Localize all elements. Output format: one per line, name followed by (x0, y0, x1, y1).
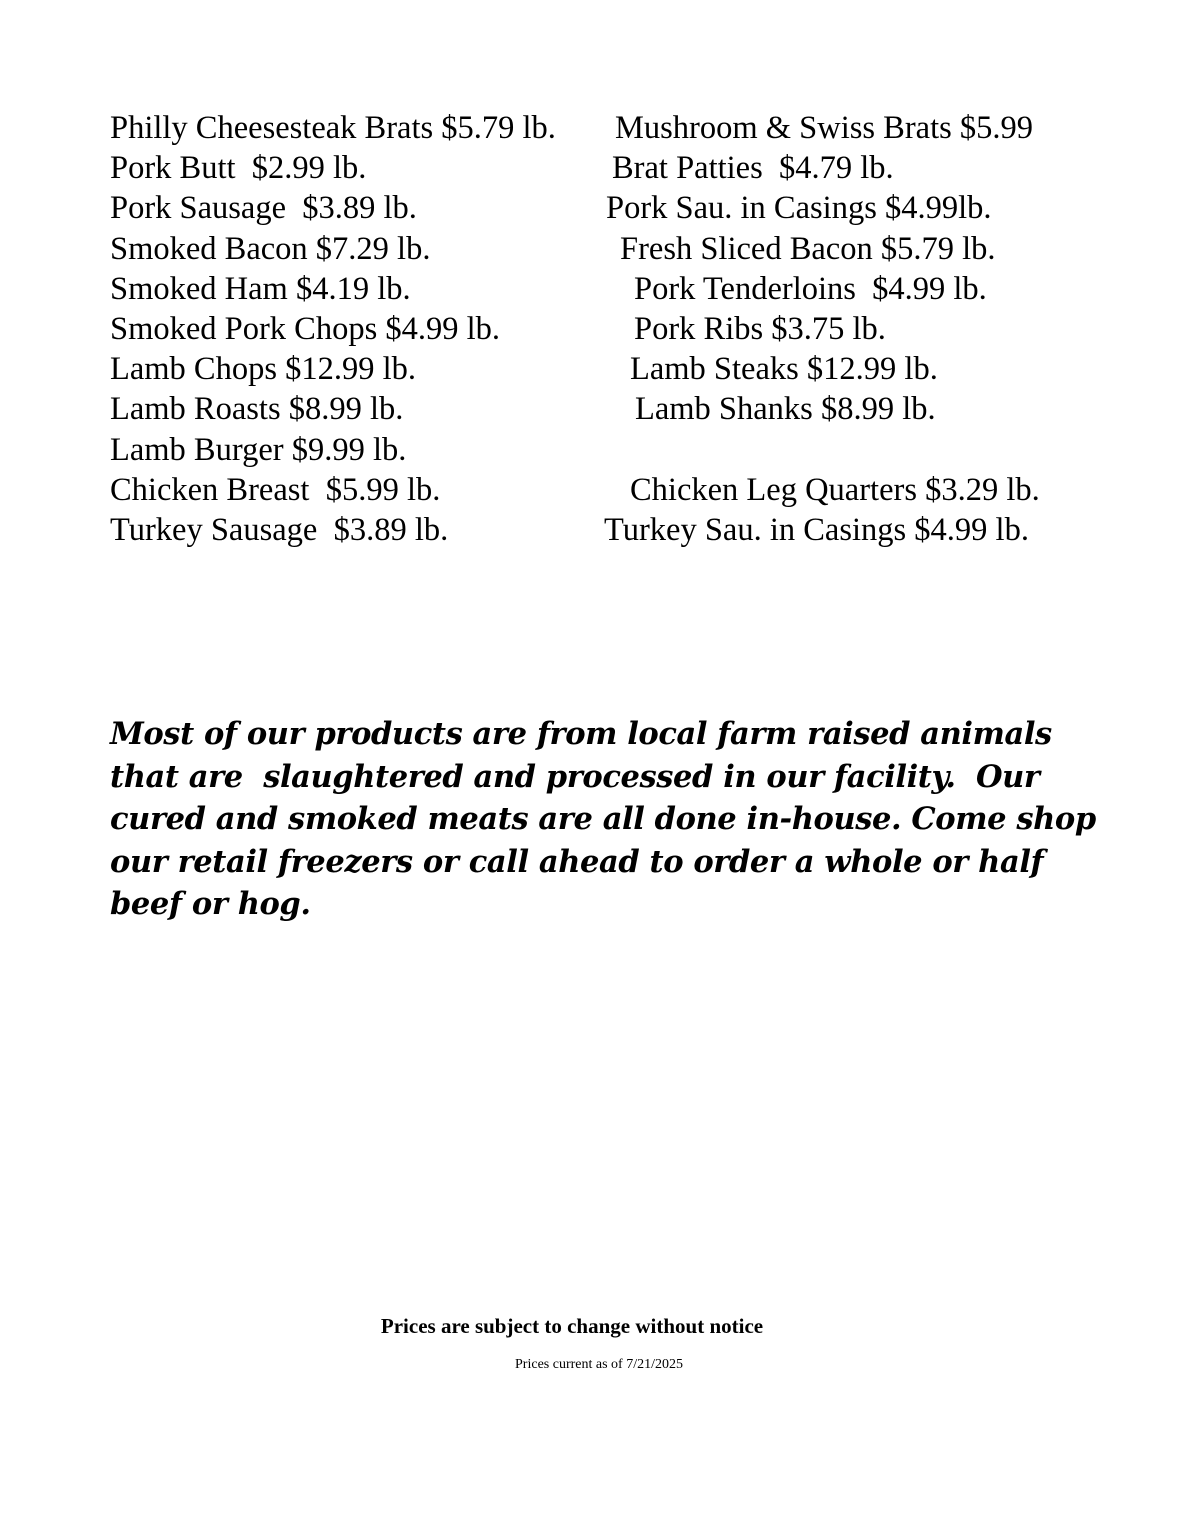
price-item: Pork Tenderloins $4.99 lb. (634, 270, 987, 307)
about-line: our retail freezers or call ahead to order a whole or half (110, 843, 1044, 880)
price-item: Chicken Leg Quarters $3.29 lb. (630, 471, 1040, 508)
price-item: Pork Ribs $3.75 lb. (634, 310, 886, 347)
about-line: cured and smoked meats are all done in-house. Come shop (110, 801, 1096, 837)
about-paragraph (110, 713, 1096, 926)
price-item: Mushroom & Swiss Brats $5.99 (615, 110, 1034, 146)
price-item: Turkey Sausage $3.89 lb. (110, 511, 449, 548)
price-item: Turkey Sau. in Casings $4.99 lb. (604, 511, 1029, 548)
price-item: Fresh Sliced Bacon $5.79 lb. (620, 230, 996, 267)
price-row (0, 430, 1187, 470)
price-row (0, 470, 1187, 510)
price-item: Lamb Chops $12.99 lb. (110, 351, 417, 388)
price-item: Brat Patties $4.79 lb. (612, 150, 894, 187)
about-line: Most of our products are from local farm raised animals (110, 716, 1052, 752)
price-change-notice: Prices are subject to change without notice (380, 1314, 764, 1338)
price-item: Smoked Ham $4.19 lb. (110, 270, 411, 307)
price-item: Philly Cheesesteak Brats $5.79 lb. (110, 110, 556, 146)
price-item: Smoked Bacon $7.29 lb. (110, 230, 431, 267)
price-item: Pork Butt $2.99 lb. (110, 150, 367, 187)
price-item: Lamb Roasts $8.99 lb. (110, 391, 404, 428)
price-item: Lamb Shanks $8.99 lb. (635, 391, 936, 428)
price-item: Pork Sausage $3.89 lb. (110, 190, 417, 227)
price-row (0, 309, 1187, 349)
about-line: beef or hog. (110, 886, 311, 922)
price-item: Lamb Steaks $12.99 lb. (630, 351, 938, 388)
price-row (0, 229, 1187, 269)
price-row (0, 389, 1187, 429)
price-row (0, 510, 1187, 550)
price-item: Chicken Breast $5.99 lb. (110, 471, 441, 508)
price-item: Smoked Pork Chops $4.99 lb. (110, 310, 501, 347)
price-row (0, 269, 1187, 309)
price-row (0, 148, 1187, 188)
price-row (0, 349, 1187, 389)
prices-date: Prices current as of 7/21/2025 (515, 1357, 683, 1372)
price-item: Lamb Burger $9.99 lb. (110, 431, 407, 468)
price-row (0, 108, 1187, 148)
about-line: that are slaughtered and processed in our facility. Our (110, 758, 1040, 795)
price-list (0, 108, 1187, 550)
price-row (0, 188, 1187, 228)
price-item: Pork Sau. in Casings $4.99lb. (606, 190, 992, 227)
